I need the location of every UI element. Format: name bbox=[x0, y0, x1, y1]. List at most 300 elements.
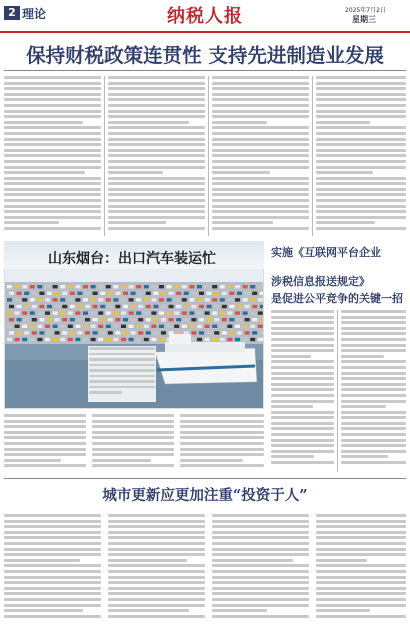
car bbox=[146, 305, 151, 308]
text-line bbox=[341, 372, 406, 375]
text-line bbox=[316, 154, 406, 157]
car bbox=[55, 305, 60, 308]
text-line bbox=[316, 570, 406, 573]
text-line bbox=[341, 394, 406, 397]
text-line bbox=[4, 205, 101, 208]
car bbox=[144, 338, 149, 341]
car bbox=[245, 331, 250, 334]
text-line bbox=[4, 93, 101, 96]
caption-line bbox=[89, 369, 155, 372]
car bbox=[115, 318, 120, 321]
car bbox=[77, 292, 82, 295]
text-line bbox=[108, 149, 205, 152]
car bbox=[169, 292, 174, 295]
text-line bbox=[108, 221, 166, 224]
car bbox=[70, 292, 75, 295]
text-line bbox=[108, 110, 205, 113]
text-line bbox=[108, 210, 205, 213]
text-line bbox=[108, 182, 205, 185]
right-article-title-line2: 涉税信息报送规定》 bbox=[271, 275, 370, 288]
text-line bbox=[4, 459, 61, 462]
text-line bbox=[4, 160, 101, 163]
text-line bbox=[4, 188, 101, 191]
text-line bbox=[341, 444, 406, 447]
car bbox=[189, 285, 194, 288]
text-line bbox=[108, 609, 189, 612]
text-line bbox=[341, 344, 406, 347]
car bbox=[260, 331, 264, 334]
text-line bbox=[180, 436, 264, 439]
car bbox=[197, 285, 202, 288]
car bbox=[22, 285, 27, 288]
text-line bbox=[4, 76, 101, 79]
car bbox=[113, 338, 118, 341]
car bbox=[83, 338, 88, 341]
car bbox=[37, 325, 42, 328]
car bbox=[184, 292, 189, 295]
car bbox=[250, 325, 255, 328]
car bbox=[161, 331, 166, 334]
car bbox=[243, 311, 248, 314]
text-line bbox=[316, 559, 367, 562]
issue-date: 2025年7月2日 bbox=[345, 7, 386, 14]
text-line bbox=[316, 132, 406, 135]
car bbox=[75, 325, 80, 328]
car bbox=[123, 331, 128, 334]
car bbox=[24, 318, 29, 321]
car bbox=[212, 285, 217, 288]
bottom-text-column-2 bbox=[108, 514, 205, 624]
text-line bbox=[212, 604, 309, 607]
text-line bbox=[92, 464, 174, 467]
car bbox=[30, 338, 35, 341]
text-line bbox=[212, 205, 309, 208]
text-line bbox=[108, 82, 205, 85]
car bbox=[182, 325, 187, 328]
car bbox=[184, 305, 189, 308]
car bbox=[121, 285, 126, 288]
paper-name: 纳税人报 bbox=[167, 6, 243, 27]
caption-line bbox=[89, 391, 122, 394]
car bbox=[60, 325, 65, 328]
car bbox=[106, 325, 111, 328]
text-line bbox=[108, 525, 205, 528]
text-line bbox=[271, 444, 334, 447]
text-line bbox=[316, 149, 406, 152]
car bbox=[227, 338, 232, 341]
text-line bbox=[212, 115, 309, 118]
car bbox=[146, 318, 151, 321]
text-line bbox=[212, 559, 293, 562]
car bbox=[15, 338, 20, 341]
text-line bbox=[341, 383, 406, 386]
car bbox=[136, 338, 141, 341]
text-line bbox=[271, 327, 334, 330]
car bbox=[260, 318, 264, 321]
car bbox=[45, 325, 50, 328]
car bbox=[161, 305, 166, 308]
text-line bbox=[271, 383, 334, 386]
text-line bbox=[212, 87, 309, 90]
car bbox=[151, 285, 156, 288]
text-line bbox=[4, 536, 101, 539]
car bbox=[100, 331, 105, 334]
car bbox=[245, 305, 250, 308]
car bbox=[153, 331, 158, 334]
text-line bbox=[92, 420, 174, 423]
car bbox=[53, 325, 58, 328]
text-line bbox=[108, 193, 205, 196]
car bbox=[22, 311, 27, 314]
car bbox=[75, 338, 80, 341]
headline-rule bbox=[4, 70, 406, 71]
text-line bbox=[4, 414, 86, 417]
car bbox=[176, 318, 181, 321]
text-line bbox=[4, 448, 86, 451]
car bbox=[77, 331, 82, 334]
car bbox=[22, 325, 27, 328]
text-line bbox=[212, 149, 309, 152]
text-line bbox=[316, 564, 406, 567]
text-line bbox=[180, 420, 264, 423]
car bbox=[227, 311, 232, 314]
car bbox=[62, 318, 67, 321]
text-line bbox=[92, 414, 174, 417]
car bbox=[138, 331, 143, 334]
text-line bbox=[341, 332, 406, 335]
text-line bbox=[341, 321, 406, 324]
car bbox=[243, 285, 248, 288]
car bbox=[229, 305, 234, 308]
car bbox=[113, 311, 118, 314]
masthead-rule bbox=[0, 31, 410, 33]
car bbox=[207, 292, 212, 295]
car bbox=[9, 318, 14, 321]
text-line bbox=[212, 82, 309, 85]
text-line bbox=[316, 548, 406, 551]
car bbox=[131, 331, 136, 334]
text-line bbox=[108, 564, 205, 567]
text-column-4 bbox=[316, 76, 406, 236]
text-line bbox=[212, 615, 309, 618]
car bbox=[22, 298, 27, 301]
right-article-col-2 bbox=[341, 310, 406, 472]
text-line bbox=[316, 520, 406, 523]
text-line bbox=[316, 138, 406, 141]
car bbox=[207, 331, 212, 334]
text-line bbox=[108, 520, 205, 523]
text-line bbox=[271, 316, 334, 319]
car bbox=[229, 318, 234, 321]
text-line bbox=[108, 570, 205, 573]
car bbox=[129, 285, 134, 288]
text-line bbox=[316, 121, 370, 124]
car bbox=[220, 285, 225, 288]
bottom-article-title: 城市更新应更加注重“投资于人” bbox=[102, 487, 308, 504]
text-line bbox=[316, 525, 406, 528]
car bbox=[197, 311, 202, 314]
text-line bbox=[4, 442, 86, 445]
text-line bbox=[316, 98, 406, 101]
car bbox=[37, 298, 42, 301]
car bbox=[55, 331, 60, 334]
text-line bbox=[212, 592, 309, 595]
text-line bbox=[212, 564, 309, 567]
text-line bbox=[316, 93, 406, 96]
text-line bbox=[212, 570, 309, 573]
text-line bbox=[316, 115, 406, 118]
text-line bbox=[212, 221, 273, 224]
text-line bbox=[4, 177, 101, 180]
car bbox=[100, 305, 105, 308]
text-line bbox=[4, 420, 86, 423]
text-line bbox=[212, 576, 309, 579]
text-line bbox=[108, 115, 205, 118]
text-line bbox=[212, 160, 309, 163]
car bbox=[77, 305, 82, 308]
main-headline: 保持财税政策连贯性 支持先进制造业发展 bbox=[26, 44, 384, 67]
text-line bbox=[4, 216, 101, 219]
text-line bbox=[316, 615, 406, 618]
car bbox=[129, 298, 134, 301]
car bbox=[182, 311, 187, 314]
text-line bbox=[212, 227, 309, 230]
text-line bbox=[271, 372, 334, 375]
text-line bbox=[212, 216, 309, 219]
car bbox=[197, 338, 202, 341]
car bbox=[131, 292, 136, 295]
text-line bbox=[108, 126, 205, 129]
car bbox=[131, 318, 136, 321]
car bbox=[45, 311, 50, 314]
car bbox=[30, 285, 35, 288]
car bbox=[68, 325, 73, 328]
car bbox=[98, 311, 103, 314]
text-line bbox=[316, 205, 406, 208]
car bbox=[100, 318, 105, 321]
text-line bbox=[92, 453, 174, 456]
car bbox=[220, 325, 225, 328]
text-line bbox=[4, 609, 83, 612]
section-name: 理论 bbox=[22, 7, 47, 21]
text-line bbox=[92, 459, 151, 462]
car bbox=[197, 298, 202, 301]
text-line bbox=[271, 388, 334, 391]
text-line bbox=[341, 327, 406, 330]
car bbox=[167, 311, 172, 314]
car bbox=[39, 318, 44, 321]
car bbox=[138, 305, 143, 308]
text-line bbox=[4, 531, 101, 534]
car bbox=[129, 311, 134, 314]
car bbox=[184, 318, 189, 321]
caption-line bbox=[89, 375, 155, 378]
text-line bbox=[108, 98, 205, 101]
caption-line bbox=[89, 358, 155, 361]
text-line bbox=[212, 193, 309, 196]
car bbox=[121, 311, 126, 314]
car bbox=[199, 331, 204, 334]
text-line bbox=[271, 349, 334, 352]
text-line bbox=[4, 514, 101, 517]
text-line bbox=[108, 542, 205, 545]
text-line bbox=[108, 87, 205, 90]
car bbox=[32, 318, 37, 321]
text-line bbox=[4, 525, 101, 528]
car bbox=[85, 331, 90, 334]
car bbox=[235, 325, 240, 328]
text-line bbox=[212, 126, 309, 129]
text-column-3 bbox=[212, 76, 309, 236]
car bbox=[159, 338, 164, 341]
text-line bbox=[4, 82, 101, 85]
car bbox=[115, 331, 120, 334]
text-line bbox=[4, 199, 101, 202]
text-line bbox=[212, 98, 309, 101]
text-line bbox=[108, 559, 187, 562]
car bbox=[115, 292, 120, 295]
bottom-text-column-1 bbox=[4, 514, 101, 624]
car bbox=[174, 325, 179, 328]
text-line bbox=[108, 199, 205, 202]
text-line bbox=[108, 592, 205, 595]
car bbox=[144, 311, 149, 314]
car bbox=[22, 338, 27, 341]
text-line bbox=[316, 188, 406, 191]
text-line bbox=[4, 604, 101, 607]
text-line bbox=[108, 615, 205, 618]
car bbox=[129, 338, 134, 341]
text-line bbox=[180, 414, 264, 417]
car bbox=[159, 325, 164, 328]
car bbox=[106, 311, 111, 314]
car bbox=[199, 318, 204, 321]
text-line bbox=[212, 514, 309, 517]
car bbox=[174, 298, 179, 301]
text-line bbox=[108, 205, 205, 208]
text-line bbox=[4, 154, 101, 157]
text-line bbox=[4, 143, 101, 146]
text-line bbox=[316, 553, 406, 556]
text-line bbox=[271, 411, 334, 414]
car bbox=[161, 318, 166, 321]
text-line bbox=[108, 227, 205, 230]
car bbox=[70, 318, 75, 321]
car bbox=[17, 292, 22, 295]
text-line bbox=[108, 160, 205, 163]
car bbox=[91, 298, 96, 301]
car bbox=[62, 292, 67, 295]
text-line bbox=[341, 338, 406, 341]
text-line bbox=[212, 154, 309, 157]
right-article-subtitle: 是促进公平竞争的关键一招 bbox=[271, 292, 403, 305]
text-line bbox=[212, 531, 309, 534]
text-line bbox=[4, 564, 101, 567]
text-line bbox=[316, 581, 406, 584]
text-line bbox=[341, 461, 406, 464]
text-line bbox=[212, 138, 309, 141]
car bbox=[53, 285, 58, 288]
caption-line bbox=[89, 364, 155, 367]
car bbox=[167, 298, 172, 301]
text-line bbox=[108, 598, 205, 601]
car bbox=[237, 318, 242, 321]
text-line bbox=[316, 76, 406, 79]
car bbox=[182, 285, 187, 288]
text-line bbox=[180, 464, 264, 467]
text-line bbox=[271, 332, 334, 335]
lower-text-column-2 bbox=[92, 414, 174, 472]
text-line bbox=[341, 388, 406, 391]
car bbox=[250, 298, 255, 301]
car bbox=[60, 338, 65, 341]
car bbox=[7, 325, 12, 328]
text-line bbox=[180, 442, 264, 445]
text-line bbox=[108, 581, 205, 584]
text-line bbox=[4, 104, 101, 107]
car bbox=[151, 325, 156, 328]
text-line bbox=[108, 177, 205, 180]
right-article-col-1 bbox=[271, 310, 334, 472]
text-line bbox=[212, 542, 309, 545]
car bbox=[53, 338, 58, 341]
text-line bbox=[92, 442, 174, 445]
column-divider bbox=[312, 76, 313, 236]
text-line bbox=[4, 171, 85, 174]
text-line bbox=[4, 548, 101, 551]
car bbox=[55, 292, 60, 295]
car bbox=[237, 292, 242, 295]
car bbox=[100, 292, 105, 295]
text-line bbox=[271, 461, 334, 464]
car bbox=[108, 318, 113, 321]
text-line bbox=[341, 422, 406, 425]
car bbox=[235, 338, 240, 341]
car bbox=[153, 292, 158, 295]
text-line bbox=[212, 132, 309, 135]
caption-line bbox=[89, 353, 155, 356]
car bbox=[258, 338, 263, 341]
car bbox=[115, 305, 120, 308]
text-line bbox=[316, 542, 406, 545]
car bbox=[167, 325, 172, 328]
car bbox=[68, 285, 73, 288]
car bbox=[243, 338, 248, 341]
car bbox=[174, 311, 179, 314]
car bbox=[212, 338, 217, 341]
car bbox=[39, 331, 44, 334]
text-line bbox=[341, 427, 406, 430]
text-line bbox=[108, 104, 205, 107]
car bbox=[191, 318, 196, 321]
text-line bbox=[108, 166, 205, 169]
text-line bbox=[341, 450, 406, 453]
text-line bbox=[341, 433, 406, 436]
text-line bbox=[316, 598, 406, 601]
car bbox=[15, 311, 20, 314]
text-line bbox=[92, 425, 174, 428]
car bbox=[144, 325, 149, 328]
car bbox=[222, 331, 227, 334]
car bbox=[161, 292, 166, 295]
text-line bbox=[4, 98, 101, 101]
car bbox=[138, 318, 143, 321]
text-line bbox=[108, 531, 205, 534]
text-line bbox=[4, 115, 101, 118]
car bbox=[15, 285, 20, 288]
car bbox=[123, 292, 128, 295]
car bbox=[60, 298, 65, 301]
